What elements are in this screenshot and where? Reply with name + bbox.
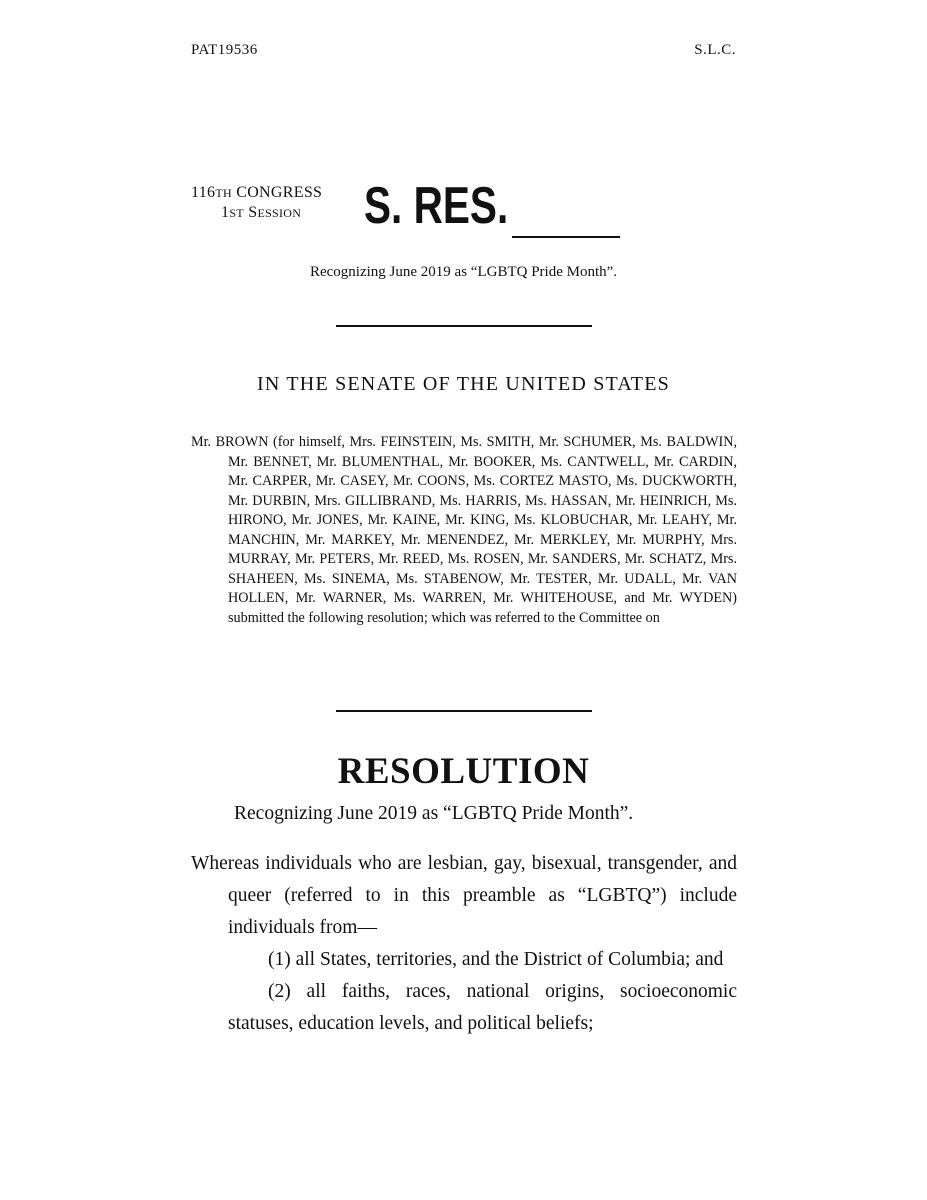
document-id: PAT19536 (191, 42, 258, 58)
office-code: S.L.C. (694, 42, 736, 58)
whereas-clause: Whereas individuals who are lesbian, gay, bisexual, transgender, and queer (referred to in this preamble as “LGBTQ”) include individuals from— (191, 853, 737, 938)
whereas-subclause: (1) all States, territories, and the District of Columbia; and (268, 949, 724, 970)
resolution-subtitle: Recognizing June 2019 as “LGBTQ Pride Month”. (234, 803, 634, 824)
congress-number: 116 (191, 184, 216, 201)
divider-rule (336, 710, 592, 712)
resolution-heading: RESOLUTION (337, 751, 590, 792)
whereas-subclause: (2) all faiths, races, national origins, socioeconomic statuses, education levels, and political beliefs; (228, 981, 737, 1034)
bill-number-blank (512, 236, 620, 238)
congress-word: CONGRESS (236, 184, 323, 201)
divider-rule (336, 325, 592, 327)
session-line (191, 203, 322, 223)
sponsors-paragraph (191, 433, 737, 628)
session-number: 1 (221, 204, 230, 221)
sponsors-text: Mr. BROWN (for himself, Mrs. FEINSTEIN, Ms. SMITH, Mr. SCHUMER, Ms. BALDWIN, Mr. BENNET, Mr. BLUMENTHAL, Mr. BOOKER, Ms. CANTWELL, Mr. CARDIN, Mr. CARPER, Mr. CASEY, Mr. COONS, Ms. CORTEZ MASTO, Ms. DUCKWORTH, Mr. DURBIN, Mrs. GILLIBRAND, Ms. HARRIS, Ms. HASSAN, Mr. HEINRICH, Ms. HIRONO, Mr. JONES, Mr. KAINE, Mr. KING, Ms. KLOBUCHAR, Mr. LEAHY, Mr. MANCHIN, Mr. MARKEY, Mr. MENENDEZ, Mr. MERKLEY, Mr. MURPHY, Mrs. MURRAY, Mr. PETERS, Mr. REED, Ms. ROSEN, Mr. SANDERS, Mr. SCHATZ, Mrs. SHAHEEN, Ms. SINEMA, Ms. STABENOW, Mr. TESTER, Mr. UDALL, Mr. VAN HOLLEN, Mr. WARNER, Ms. WARREN, Mr. WHITEHOUSE, and Mr. WYDEN) submitted the following resolution; which was referred to the Committee on (191, 434, 737, 626)
bill-type: S. RES. (364, 177, 509, 235)
congress-number-suffix: TH (215, 186, 232, 200)
short-title: Recognizing June 2019 as “LGBTQ Pride Month”. (309, 264, 618, 280)
session-number-suffix: ST (229, 206, 244, 220)
session-word-initial: S (248, 204, 258, 221)
whereas-section (191, 848, 737, 1040)
congress-session-block (191, 183, 322, 223)
session-word-rest: ESSION (257, 206, 302, 220)
congress-line (191, 183, 322, 203)
chamber-heading: IN THE SENATE OF THE UNITED STATES (257, 373, 670, 395)
